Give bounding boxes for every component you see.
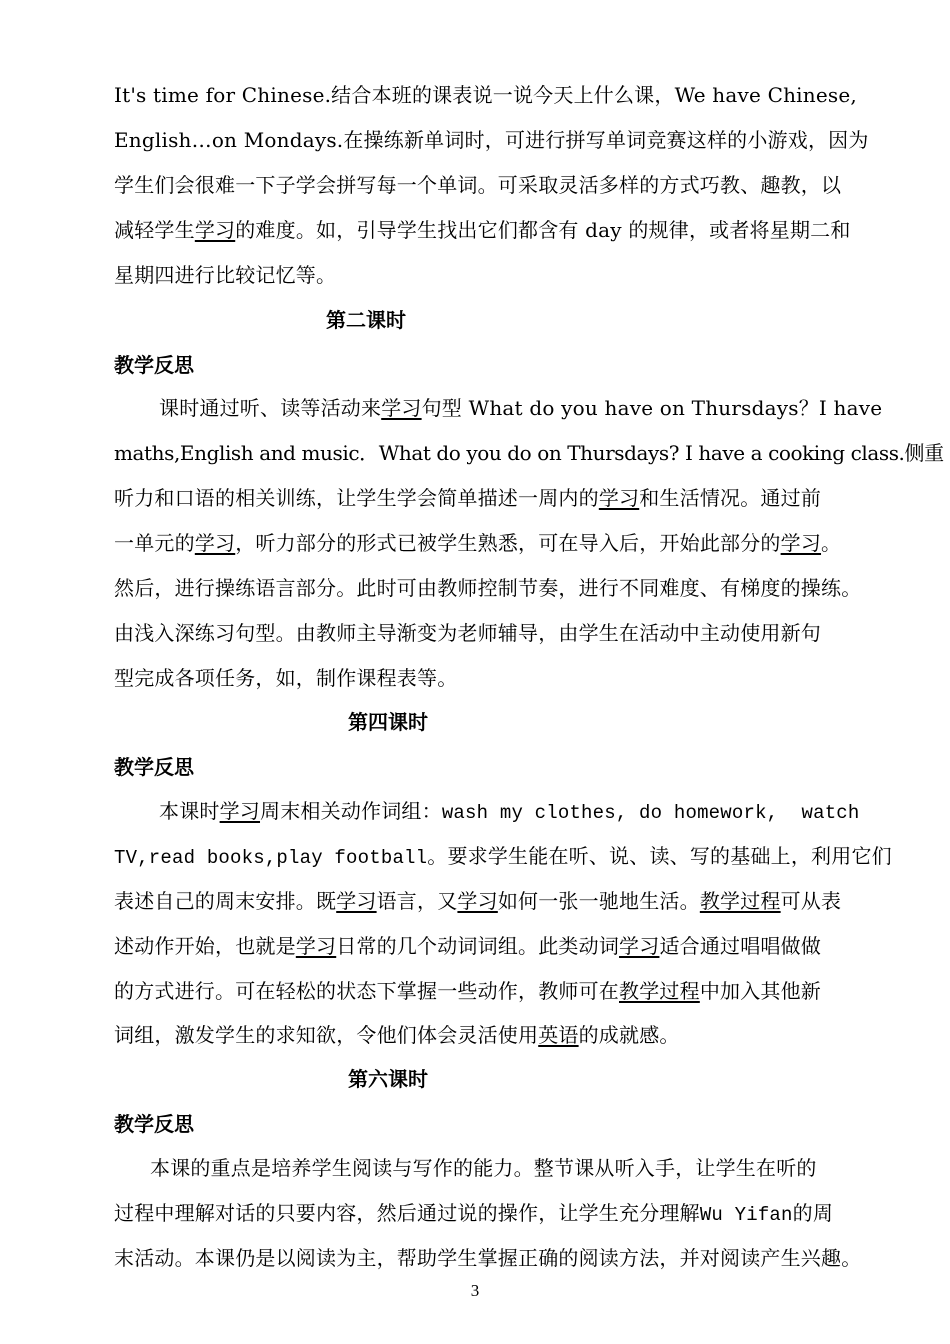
text-line: TV,read books,play football。要求学生能在听、说、读、写的基础上，利用它们 [114, 844, 892, 869]
underlined-term: 学习 [619, 934, 660, 958]
text-line: 末活动。本课仍是以阅读为主，帮助学生掌握正确的阅读方法，并对阅读产生兴趣。 [114, 1246, 862, 1270]
section-label-reflection: 教学反思 [114, 1112, 194, 1136]
section-label-reflection: 教学反思 [114, 755, 194, 779]
text-line: 型完成各项任务，如，制作课程表等。 [114, 666, 458, 690]
text-line: maths,English and music．What do you do on Thursdays? I have a cooking class.侧重 [114, 441, 944, 465]
text-line: English…on Mondays.在操练新单词时，可进行拼写单词竞赛这样的小游戏，因为 [114, 128, 869, 152]
text-line: 本课的重点是培养学生阅读与写作的能力。整节课从听入手，让学生在听的 [150, 1156, 817, 1180]
page-number: 3 [470, 1281, 480, 1300]
underlined-term: 学习 [780, 531, 822, 555]
text-line: 一单元的学习，听力部分的形式已被学生熟悉，可在导入后，开始此部分的学习。 [114, 531, 842, 555]
text-line: 减轻学生学习的难度。如，引导学生找出它们都含有 day 的规律，或者将星期二和 [114, 218, 851, 242]
text-line: 学生们会很难一下子学会拼写每一个单词。可采取灵活多样的方式巧教、趣教，以 [114, 173, 842, 197]
underlined-term: 学习 [219, 799, 261, 823]
text-line: 课时通过听、读等活动来学习句型 What do you have on Thursdays？I have [159, 396, 883, 420]
text-line: 听力和口语的相关训练，让学生学会简单描述一周内的学习和生活情况。通过前 [114, 486, 822, 510]
text-line: It's time for Chinese.结合本班的课表说一说今天上什么课，We have Chinese, [114, 83, 857, 107]
text-line: 本课时学习周末相关动作词组：wash my clothes, do homework, watch [159, 799, 860, 824]
underlined-term: 学习 [194, 218, 236, 242]
underlined-term: 学习 [336, 889, 377, 913]
text-line: 星期四进行比较记忆等。 [114, 263, 337, 287]
underlined-term: 学习 [457, 889, 498, 913]
underlined-term: 教学过程 [619, 979, 700, 1003]
section-title-lesson-6: 第六课时 [348, 1067, 428, 1091]
section-title-lesson-4: 第四课时 [348, 710, 428, 734]
section-label-reflection: 教学反思 [114, 353, 194, 377]
underlined-term: 学习 [381, 396, 422, 420]
text-line: 表述自己的周末安排。既学习语言，又学习如何一张一驰地生活。教学过程可从表 [114, 889, 842, 913]
underlined-term: 学习 [194, 531, 236, 555]
text-line: 词组，激发学生的求知欲，令他们体会灵活使用英语的成就感。 [114, 1023, 680, 1047]
text-line: 然后，进行操练语言部分。此时可由教师控制节奏，进行不同难度、有梯度的操练。 [114, 576, 862, 600]
text-line: 述动作开始，也就是学习日常的几个动词词组。此类动词学习适合通过唱唱做做 [114, 934, 822, 958]
underlined-term: 教学过程 [699, 889, 781, 913]
text-line: 过程中理解对话的只要内容，然后通过说的操作，让学生充分理解Wu Yifan的周 [114, 1201, 834, 1226]
text-line: 由浅入深练习句型。由教师主导渐变为老师辅导，由学生在活动中主动使用新句 [114, 621, 821, 645]
text-line: 的方式进行。可在轻松的状态下掌握一些动作，教师可在教学过程中加入其他新 [114, 979, 822, 1003]
section-title-lesson-2: 第二课时 [326, 308, 406, 332]
underlined-term: 英语 [538, 1023, 579, 1047]
underlined-term: 学习 [598, 486, 640, 510]
underlined-term: 学习 [295, 934, 337, 958]
